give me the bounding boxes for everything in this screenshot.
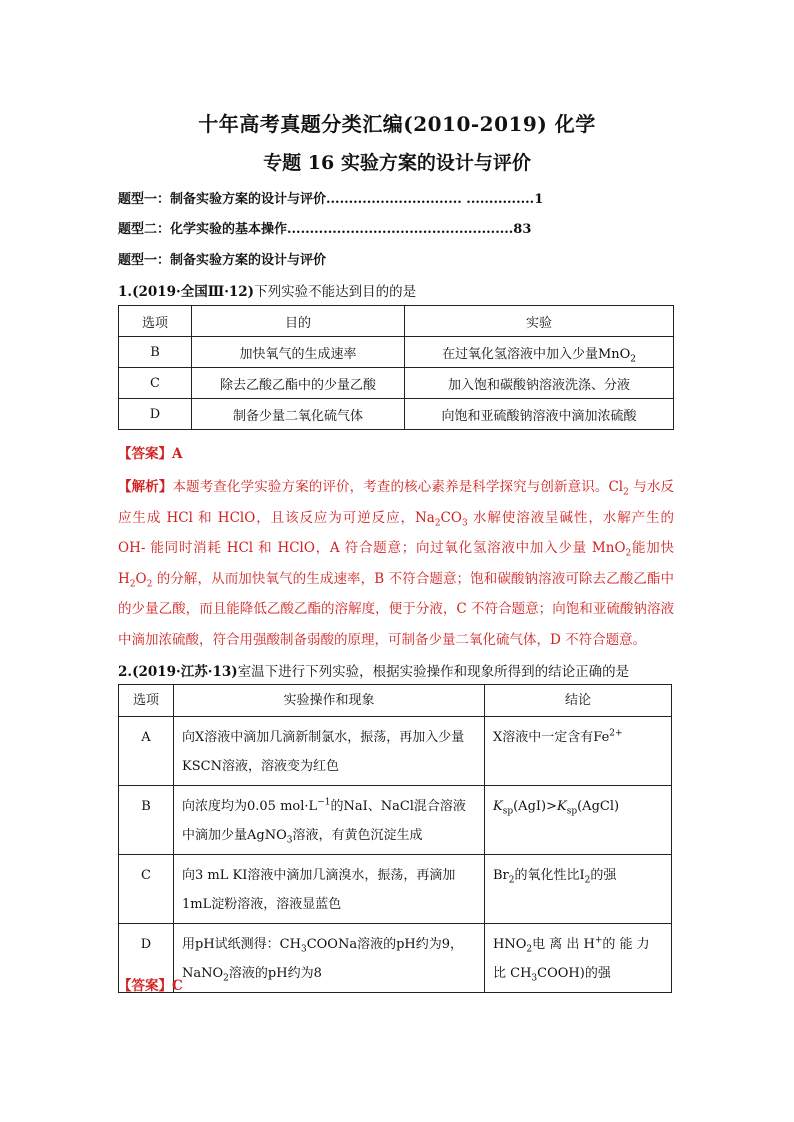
question-2-text: 室温下进行下列实验，根据实验操作和现象所得到的结论正确的是: [237, 664, 630, 680]
header-operation: 实验操作和现象: [174, 685, 485, 717]
option-cell: C: [119, 855, 174, 924]
question-1-table: [118, 305, 674, 430]
option-cell: D: [119, 924, 174, 993]
document-title: 十年高考真题分类汇编(2010-2019) 化学: [198, 112, 596, 136]
operation-cell: 用pH试纸测得：$CH_3COONa$溶液的pH约为9，NaNO$_2$溶液的pH约为8: [174, 924, 485, 993]
question-2-number: 2.(2019·江苏·13): [118, 664, 238, 680]
operation-cell: 向3 mL KI溶液中滴加几滴溴水，振荡，再滴加1mL淀粉溶液，溶液显蓝色: [174, 855, 485, 924]
operation-cell: 向浓度均为0.05 $mol\cdot L^{-1}$的NaI、NaCl混合溶液中滴加少量AgNO$_3$溶液，有黄色沉淀生成: [174, 786, 485, 855]
option-cell: B: [119, 337, 192, 368]
goal-cell: 制备少量二氧化硫气体: [192, 399, 405, 430]
toc-entry-1[interactable]: 题型一：制备实验方案的设计与评价.............................. ...............1: [118, 192, 544, 207]
header-option: 选项: [119, 306, 192, 337]
table-header-row: [119, 306, 674, 337]
toc-entry-2[interactable]: 题型二：化学实验的基本操作..................................................83: [118, 222, 532, 237]
question-1-answer: 【答案】A: [118, 446, 183, 462]
table-row: [119, 368, 674, 399]
table-row: [119, 337, 674, 368]
section-heading: 题型一：制备实验方案的设计与评价: [118, 253, 327, 268]
conclusion-cell: $HNO_2$电 离 出 H+的 能 力 比 $CH_3COOH$)的强: [485, 924, 672, 993]
table-header-row: [119, 685, 672, 717]
experiment-cell: 在过氧化氢溶液中加入少量MnO$_2$: [405, 337, 674, 368]
table-row: [119, 786, 672, 855]
header-conclusion: 结论: [485, 685, 672, 717]
option-cell: A: [119, 717, 174, 786]
conclusion-cell: X溶液中一定含有$Fe^{2+}$: [485, 717, 672, 786]
analysis-label: 【解析】: [118, 479, 173, 495]
experiment-cell: 向饱和亚硫酸钠溶液中滴加浓硫酸: [405, 399, 674, 430]
operation-cell: 向X溶液中滴加几滴新制氯水，振荡，再加入少量KSCN溶液，溶液变为红色: [174, 717, 485, 786]
goal-cell: 除去乙酸乙酯中的少量乙酸: [192, 368, 405, 399]
table-row: [119, 399, 674, 430]
goal-cell: 加快氧气的生成速率: [192, 337, 405, 368]
topic-title: 专题 16 实验方案的设计与评价: [263, 152, 531, 174]
question-1-stem: [118, 280, 416, 300]
question-1-analysis: 【解析】本题考查化学实验方案的评价，考查的核心素养是科学探究与创新意识。$Cl_2$ 与水反应生成 HCl 和 HClO，且该反应为可逆反应，$Na_2CO_3$ 水解使溶液呈碱性，水解产生的 OH- 能同时消耗 HCl 和 HClO，A 符合题意；向过氧化氢溶液中加入少量 MnO$_2$能加快 $H_2O_2$ 的分解，从而加快氧气的生成速率，B 不符合题意；饱和碳酸钠溶液可除去乙酸乙酯中的少量乙酸，而且能降低乙酸乙酯的溶解度，便于分液，C 不符合题意；向饱和亚硫酸钠溶液中滴加浓硫酸，符合用强酸制备弱酸的原理，可制备少量二氧化硫气体，D 不符合题意。: [118, 479, 675, 648]
table-row: [119, 717, 672, 786]
question-1-text: 下列实验不能达到目的的是: [254, 284, 417, 300]
conclusion-cell: $K_{sp}(AgI)>K_{sp}(AgCl)$: [485, 786, 672, 855]
table-row: [119, 924, 672, 993]
header-option: 选项: [119, 685, 174, 717]
option-cell: D: [119, 399, 192, 430]
table-row: [119, 855, 672, 924]
header-goal: 目的: [192, 306, 405, 337]
option-cell: C: [119, 368, 192, 399]
question-2-stem: [118, 660, 629, 680]
question-2-table: [118, 684, 672, 993]
option-cell: B: [119, 786, 174, 855]
header-experiment: 实验: [405, 306, 674, 337]
experiment-cell: 加入饱和碳酸钠溶液洗涤、分液: [405, 368, 674, 399]
question-1-number: 1.(2019·全国Ⅲ·12): [118, 284, 255, 300]
conclusion-cell: $Br_2$的氧化性比$I_2$的强: [485, 855, 672, 924]
question-2-answer: 【答案】C: [118, 978, 183, 994]
